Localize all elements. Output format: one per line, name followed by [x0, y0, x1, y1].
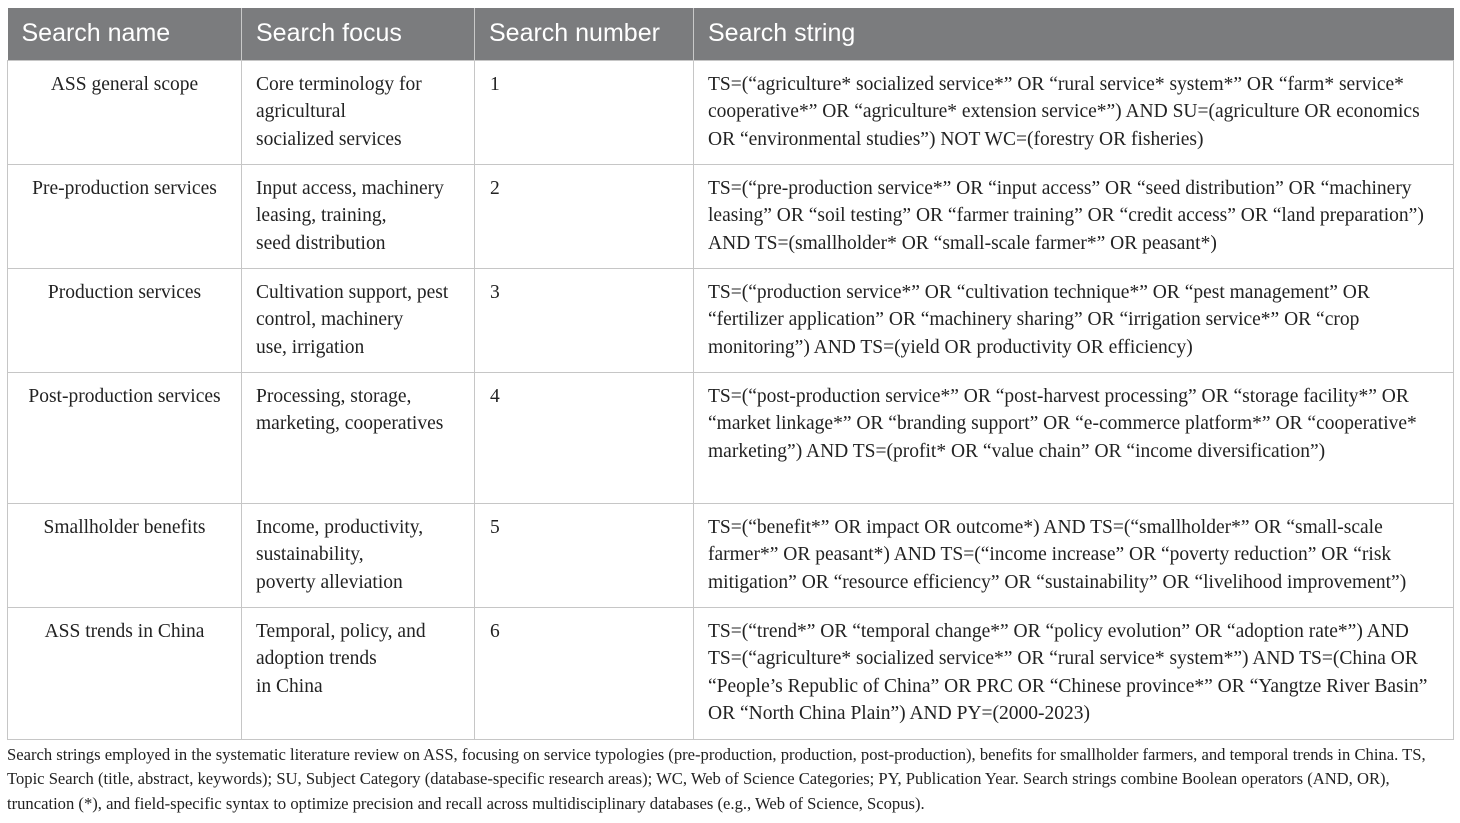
- cell-search-name: Post-production services: [8, 372, 242, 503]
- cell-search-name: Pre-production services: [8, 164, 242, 268]
- cell-search-name: ASS general scope: [8, 60, 242, 164]
- cell-search-string: TS=(“trend*” OR “temporal change*” OR “policy evolution” OR “adoption rate*”) AND TS=(“agriculture* socialized service*” OR “rural service* system*”) AND TS=(China OR “People’s Republic of China” OR PRC OR “Chinese province*” OR “Yangtze River Basin” OR “North China Plain”) AND PY=(2000-2023): [694, 607, 1454, 739]
- cell-search-number: 1: [475, 60, 694, 164]
- focus-line: agricultural: [256, 101, 346, 123]
- cell-search-string: TS=(“production service*” OR “cultivation technique*” OR “pest management” OR “fertilizer application” OR “machinery sharing” OR “irrigation service*” OR “crop monitoring”) AND TS=(yield OR productivity OR efficiency): [694, 268, 1454, 372]
- search-strings-table-container: [7, 8, 1453, 740]
- header-search-string: Search string: [694, 8, 1454, 60]
- table-caption: Search strings employed in the systematic literature review on ASS, focusing on service typologies (pre-production, production, post-production), benefits for smallholder farmers, and temporal trends in China. TS, Topic Search (title, abstract, keywords); SU, Subject Category (database-specific research areas); WC, Web of Science Categories; PY, Publication Year. Search strings combine Boolean operators (AND, OR), truncation (*), and field-specific syntax to optimize precision and recall across multidisciplinary databases (e.g., Web of Science, Scopus).: [7, 745, 1426, 813]
- focus-line: seed distribution: [256, 232, 386, 254]
- cell-search-focus: [242, 164, 475, 268]
- table-row: [8, 60, 1454, 164]
- cell-search-number: 6: [475, 607, 694, 739]
- cell-search-number: 4: [475, 372, 694, 503]
- cell-search-number: 3: [475, 268, 694, 372]
- table-row: [8, 372, 1454, 503]
- table-header: [8, 8, 1454, 60]
- focus-line: marketing, cooperatives: [256, 413, 444, 435]
- cell-search-name: Smallholder benefits: [8, 503, 242, 607]
- focus-line: socialized services: [256, 128, 402, 150]
- table-row: [8, 607, 1454, 739]
- cell-search-focus: [242, 607, 475, 739]
- focus-line: Temporal, policy, and: [256, 620, 426, 642]
- search-strings-table: [7, 8, 1454, 740]
- focus-line: Cultivation support, pest: [256, 281, 449, 303]
- cell-search-string: TS=(“post-production service*” OR “post-harvest processing” OR “storage facility*” OR “market linkage*” OR “branding support” OR “e-commerce platform*” OR “cooperative* marketing”) AND TS=(profit* OR “value chain” OR “income diversification”): [694, 372, 1454, 503]
- table-row: [8, 268, 1454, 372]
- cell-search-focus: [242, 268, 475, 372]
- cell-search-string: TS=(“benefit*” OR impact OR outcome*) AND TS=(“smallholder*” OR “small-scale farmer*” OR peasant*) AND TS=(“income increase” OR “poverty reduction” OR “risk mitigation” OR “resource efficiency” OR “sustainability” OR “livelihood improvement”): [694, 503, 1454, 607]
- header-search-focus: Search focus: [242, 8, 475, 60]
- focus-line: poverty alleviation: [256, 571, 403, 593]
- focus-line: sustainability,: [256, 544, 364, 566]
- focus-line: use, irrigation: [256, 336, 365, 358]
- table-row: [8, 503, 1454, 607]
- header-row: [8, 8, 1454, 60]
- focus-line: leasing, training,: [256, 205, 387, 227]
- cell-search-number: 2: [475, 164, 694, 268]
- table-body: [8, 60, 1454, 739]
- cell-search-focus: [242, 60, 475, 164]
- focus-line: Input access, machinery: [256, 177, 444, 199]
- header-search-name: Search name: [8, 8, 242, 60]
- table-row: [8, 164, 1454, 268]
- header-search-number: Search number: [475, 8, 694, 60]
- focus-line: Core terminology for: [256, 73, 422, 95]
- cell-search-focus: [242, 372, 475, 503]
- cell-search-string: TS=(“agriculture* socialized service*” OR “rural service* system*” OR “farm* service* cooperative*” OR “agriculture* extension service*”) AND SU=(agriculture OR economics OR “environmental studies”) NOT WC=(forestry OR fisheries): [694, 60, 1454, 164]
- focus-line: Processing, storage,: [256, 385, 412, 407]
- cell-search-focus: [242, 503, 475, 607]
- cell-search-string: TS=(“pre-production service*” OR “input access” OR “seed distribution” OR “machinery leasing” OR “soil testing” OR “farmer training” OR “credit access” OR “land preparation”) AND TS=(smallholder* OR “small-scale farmer*” OR peasant*): [694, 164, 1454, 268]
- focus-line: adoption trends: [256, 648, 377, 670]
- focus-line: Income, productivity,: [256, 516, 424, 538]
- cell-search-name: ASS trends in China: [8, 607, 242, 739]
- cell-search-name: Production services: [8, 268, 242, 372]
- cell-search-number: 5: [475, 503, 694, 607]
- focus-line: in China: [256, 675, 323, 697]
- focus-line: control, machinery: [256, 309, 404, 331]
